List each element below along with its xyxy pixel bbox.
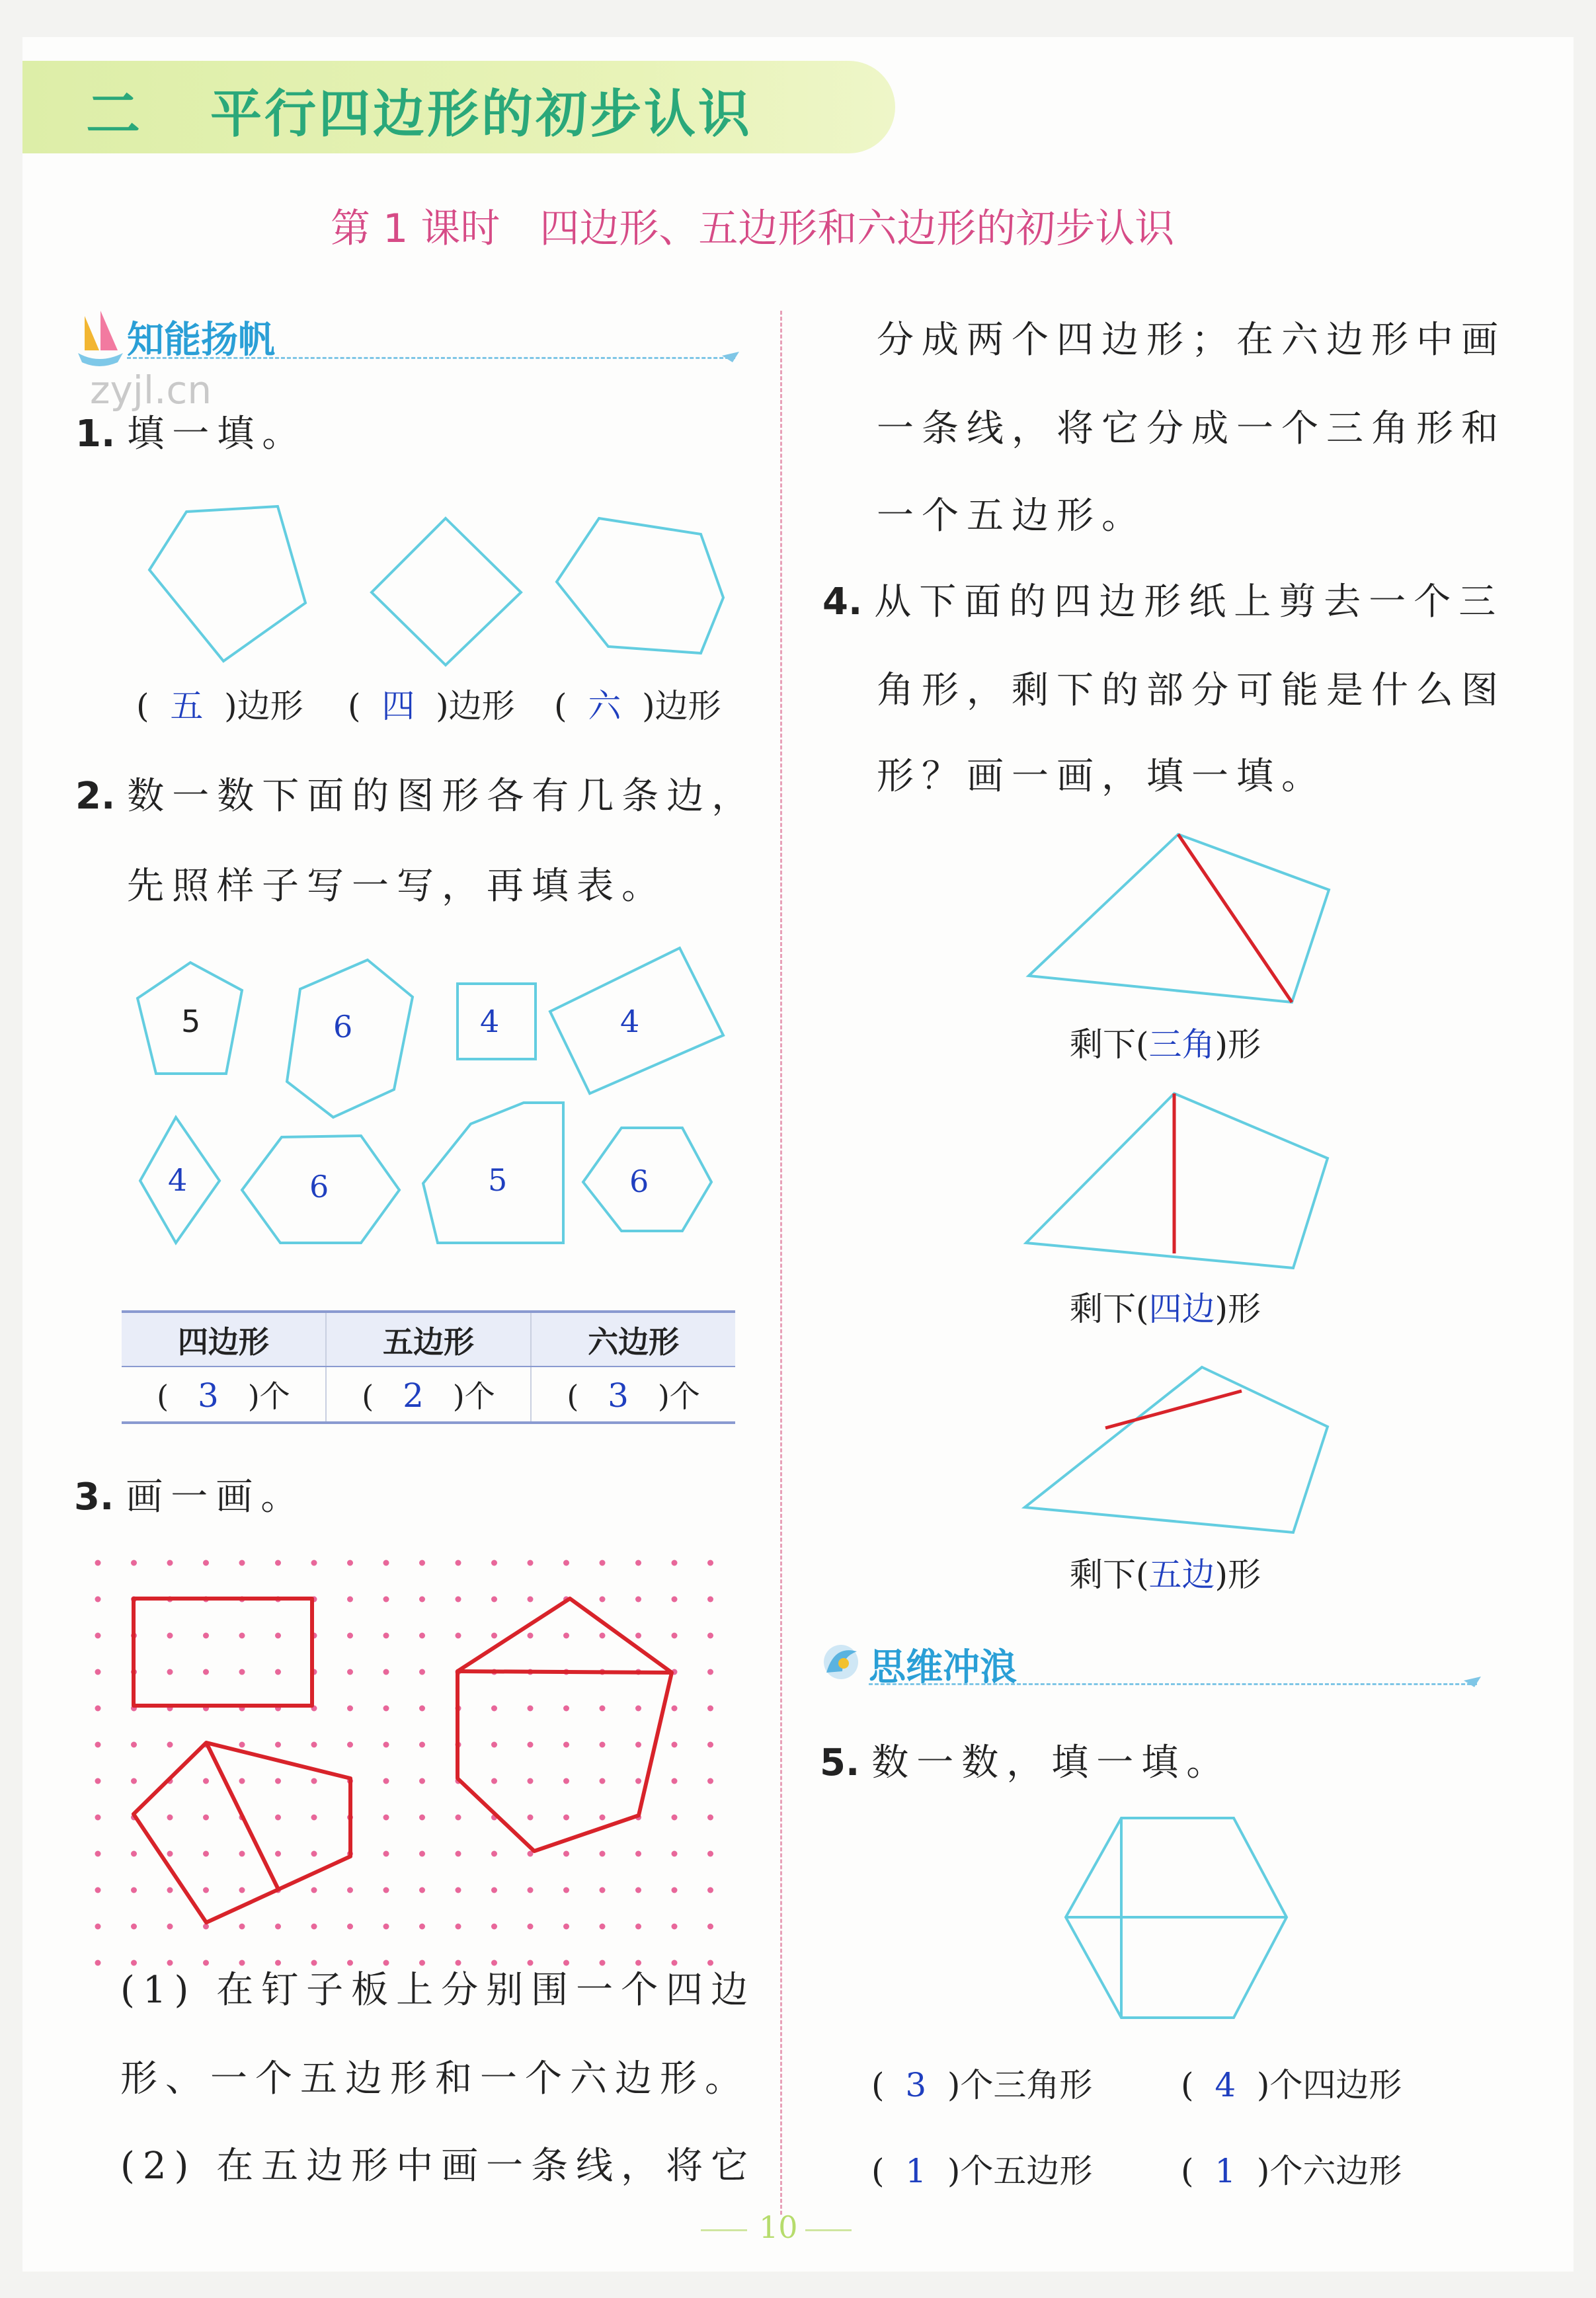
q1-text: 填一填。 bbox=[127, 413, 307, 456]
peg-dot bbox=[528, 1742, 534, 1748]
peg-dot bbox=[239, 1924, 245, 1930]
q4-result-value: 五边 bbox=[1148, 1556, 1215, 1594]
q3-sub2-line1: (2) 在五边形中画一条线，将它 bbox=[120, 2145, 756, 2188]
peg-dot bbox=[311, 1887, 317, 1893]
page-number-rule bbox=[701, 2229, 747, 2231]
lesson-title: 四边形、五边形和六边形的初步认识 bbox=[539, 206, 1175, 252]
q2-label-1: 5 bbox=[181, 1004, 201, 1039]
peg-dot bbox=[419, 1851, 425, 1857]
peg-dot bbox=[672, 1742, 678, 1748]
peg-dot bbox=[707, 1633, 713, 1639]
peg-dot bbox=[167, 1815, 173, 1821]
peg-dot bbox=[419, 1887, 425, 1893]
peg-dot bbox=[635, 1597, 641, 1603]
peg-dot bbox=[600, 1633, 606, 1639]
q1-answer-3 bbox=[554, 680, 721, 727]
q3-sub1-line2: 形、一个五边形和一个六边形。 bbox=[120, 2057, 750, 2100]
peg-dot bbox=[672, 1815, 678, 1821]
peg-dot bbox=[383, 1742, 389, 1748]
q5-figure bbox=[1066, 1818, 1287, 2018]
peg-dot bbox=[239, 1851, 245, 1857]
q5-answer-value: 1 bbox=[1215, 2152, 1236, 2190]
q4-result-3 bbox=[1070, 1548, 1261, 1596]
q4-result-suffix: )形 bbox=[1215, 1556, 1261, 1594]
peg-dot bbox=[563, 1815, 569, 1821]
peg-dot bbox=[491, 1706, 497, 1712]
peg-dot bbox=[203, 1851, 209, 1857]
peg-dot bbox=[491, 1778, 497, 1784]
q4-shapes bbox=[1025, 834, 1329, 1532]
watermark: zyjl.cn bbox=[90, 368, 212, 413]
q3-hexagon-divider bbox=[458, 1671, 672, 1673]
q5-answer-value: 1 bbox=[905, 2152, 927, 2190]
peg-dot bbox=[239, 1560, 245, 1566]
q4-prompt-line1 bbox=[822, 573, 1503, 625]
peg-dot bbox=[95, 1669, 101, 1675]
unit: )个 bbox=[247, 1378, 290, 1414]
q4-quad-3 bbox=[1025, 1367, 1328, 1532]
peg-dot bbox=[672, 1851, 678, 1857]
peg-dot bbox=[635, 1851, 641, 1857]
q2-prompt-line2: 先照样子写一写，再填表。 bbox=[127, 865, 666, 908]
q5-answer-suffix: )个三角形 bbox=[947, 2066, 1093, 2104]
table-rule bbox=[122, 1421, 735, 1424]
table-header: 五边形 bbox=[326, 1313, 531, 1367]
peg-dot bbox=[635, 1887, 641, 1893]
peg-dot bbox=[600, 1924, 606, 1930]
q5-text: 数一数，填一填。 bbox=[871, 1741, 1232, 1784]
peg-dot bbox=[456, 1924, 461, 1930]
peg-dot bbox=[239, 1778, 245, 1784]
q2-label-2: 6 bbox=[333, 1009, 353, 1045]
peg-dot bbox=[635, 1633, 641, 1639]
peg-dot bbox=[203, 1669, 209, 1675]
peg-dot bbox=[167, 1560, 173, 1566]
section-title-zhineng: 知能扬帆 bbox=[127, 319, 275, 362]
peg-dot bbox=[419, 1633, 425, 1639]
q3-pentagon bbox=[134, 1743, 350, 1922]
table-cell bbox=[326, 1367, 531, 1421]
peg-dot bbox=[600, 1706, 606, 1712]
peg-dot bbox=[383, 1706, 389, 1712]
q5-answer-2 bbox=[1181, 2059, 1402, 2106]
peg-dot bbox=[491, 1924, 497, 1930]
peg-dot bbox=[635, 1560, 641, 1566]
peg-dot bbox=[347, 1597, 353, 1603]
q3-sub2-line2: 分成两个四边形；在六边形中画 bbox=[877, 319, 1506, 362]
q3-drawn-shapes bbox=[134, 1599, 672, 1922]
peg-dot bbox=[528, 1560, 534, 1566]
peg-dot bbox=[275, 1924, 281, 1930]
peg-dot bbox=[383, 1851, 389, 1857]
peg-dot bbox=[600, 1742, 606, 1748]
peg-dot bbox=[311, 1742, 317, 1748]
q1-answer-suffix: )边形 bbox=[642, 687, 721, 725]
peg-dot bbox=[203, 1778, 209, 1784]
lesson-label: 第 1 课时 bbox=[331, 206, 500, 252]
peg-dot bbox=[419, 1706, 425, 1712]
chapter-number: 二 bbox=[86, 83, 141, 146]
paren: ( bbox=[1181, 2152, 1194, 2190]
peg-dot bbox=[131, 1560, 137, 1566]
q3-sub2-line3: 一条线，将它分成一个三角形和 bbox=[877, 407, 1506, 450]
q5-prompt bbox=[820, 1733, 1231, 1786]
peg-dot bbox=[563, 1742, 569, 1748]
table-cell bbox=[122, 1367, 326, 1421]
peg-dot bbox=[456, 1560, 461, 1566]
paren: ( bbox=[1181, 2066, 1194, 2104]
wave-icon bbox=[824, 1645, 858, 1679]
q2-number: 2. bbox=[75, 775, 116, 818]
peg-dot bbox=[383, 1633, 389, 1639]
q1-answer-value: 四 bbox=[381, 687, 415, 725]
peg-dot bbox=[95, 1633, 101, 1639]
peg-dot bbox=[491, 1851, 497, 1857]
peg-dot bbox=[203, 1633, 209, 1639]
peg-dot bbox=[528, 1924, 534, 1930]
q4-quad-1 bbox=[1029, 834, 1329, 1002]
peg-dot bbox=[239, 1669, 245, 1675]
peg-dot bbox=[563, 1560, 569, 1566]
peg-dot bbox=[347, 1633, 353, 1639]
q5-answer-suffix: )个四边形 bbox=[1256, 2066, 1402, 2104]
peg-dot bbox=[167, 1742, 173, 1748]
peg-dot bbox=[131, 1778, 137, 1784]
chapter-title: 平行四边形的初步认识 bbox=[210, 85, 753, 144]
q1-shapes bbox=[149, 506, 723, 665]
peg-dot bbox=[95, 1851, 101, 1857]
q4-result-prefix: 剩下( bbox=[1070, 1290, 1149, 1328]
peg-dot bbox=[563, 1633, 569, 1639]
peg-dot bbox=[707, 1887, 713, 1893]
q4-cut-3 bbox=[1105, 1391, 1242, 1428]
peg-dot bbox=[347, 1924, 353, 1930]
q2-prompt-line1 bbox=[75, 767, 756, 820]
peg-dot bbox=[419, 1669, 425, 1675]
peg-dot bbox=[563, 1887, 569, 1893]
peg-dot bbox=[419, 1560, 425, 1566]
peg-dot bbox=[311, 1924, 317, 1930]
section-underline bbox=[869, 1683, 1477, 1685]
peg-dot bbox=[672, 1924, 678, 1930]
peg-dot bbox=[383, 1778, 389, 1784]
q3-pentagon-divider bbox=[206, 1743, 279, 1891]
q3-number: 3. bbox=[74, 1476, 114, 1519]
q2-count-table bbox=[122, 1313, 735, 1421]
peg-dot bbox=[239, 1742, 245, 1748]
peg-dot bbox=[167, 1633, 173, 1639]
peg-dot bbox=[347, 1560, 353, 1566]
peg-dot bbox=[528, 1778, 534, 1784]
column-divider bbox=[780, 311, 782, 2215]
peg-dot bbox=[95, 1742, 101, 1748]
peg-dot bbox=[239, 1633, 245, 1639]
q4-result-value: 三角 bbox=[1148, 1025, 1215, 1064]
table-header: 六边形 bbox=[531, 1313, 735, 1367]
section-underline bbox=[127, 357, 735, 359]
paren: ( bbox=[136, 687, 149, 725]
peg-dot bbox=[491, 1887, 497, 1893]
peg-dot bbox=[131, 1742, 137, 1748]
q5-number: 5. bbox=[820, 1741, 860, 1784]
q4-result-prefix: 剩下( bbox=[1070, 1556, 1149, 1594]
q4-number: 4. bbox=[822, 580, 863, 623]
unit: )个 bbox=[452, 1378, 495, 1414]
q3-prompt bbox=[74, 1468, 305, 1521]
peg-dot bbox=[672, 1706, 678, 1712]
peg-dot bbox=[275, 1742, 281, 1748]
peg-dot bbox=[311, 1560, 317, 1566]
q2-text: 数一数下面的图形各有几条边， bbox=[127, 775, 757, 818]
peg-dot bbox=[491, 1560, 497, 1566]
peg-dot bbox=[600, 1887, 606, 1893]
peg-dot bbox=[672, 1633, 678, 1639]
paren: ( bbox=[567, 1378, 579, 1414]
peg-dot bbox=[456, 1887, 461, 1893]
peg-dot bbox=[707, 1778, 713, 1784]
unit: )个 bbox=[657, 1378, 700, 1414]
peg-dot bbox=[95, 1778, 101, 1784]
peg-dot bbox=[635, 1706, 641, 1712]
peg-dot bbox=[167, 1669, 173, 1675]
q5-answer-1 bbox=[871, 2059, 1092, 2106]
q2-label-5: 4 bbox=[168, 1162, 188, 1198]
peg-dot bbox=[563, 1851, 569, 1857]
q1-answer-suffix: )边形 bbox=[224, 687, 303, 725]
peg-dot bbox=[131, 1924, 137, 1930]
peg-dot bbox=[456, 1851, 461, 1857]
q1-answer-1 bbox=[136, 680, 303, 727]
peg-dot bbox=[672, 1560, 678, 1566]
peg-dot bbox=[275, 1851, 281, 1857]
peg-dot bbox=[528, 1815, 534, 1821]
peg-dot bbox=[600, 1778, 606, 1784]
q5-answer-3 bbox=[871, 2145, 1092, 2192]
q2-label-4: 4 bbox=[620, 1004, 640, 1039]
peg-dot bbox=[419, 1597, 425, 1603]
page-number-rule bbox=[805, 2229, 852, 2231]
peg-dot bbox=[95, 1887, 101, 1893]
q1-answer-value: 五 bbox=[170, 687, 204, 725]
paren: ( bbox=[348, 687, 361, 725]
peg-dot bbox=[528, 1887, 534, 1893]
q4-result-2 bbox=[1070, 1283, 1261, 1330]
q1-answer-2 bbox=[348, 680, 515, 727]
peg-dot bbox=[311, 1815, 317, 1821]
peg-dot bbox=[563, 1706, 569, 1712]
q4-quad-2 bbox=[1026, 1093, 1328, 1268]
q3-rectangle bbox=[134, 1599, 312, 1706]
peg-dot bbox=[528, 1633, 534, 1639]
peg-dot bbox=[347, 1887, 353, 1893]
q2-label-3: 4 bbox=[480, 1004, 500, 1039]
q1-number: 1. bbox=[75, 413, 116, 456]
table-rule bbox=[122, 1366, 735, 1367]
q2-label-8: 6 bbox=[629, 1164, 649, 1199]
peg-dot bbox=[383, 1815, 389, 1821]
peg-dot bbox=[203, 1560, 209, 1566]
peg-dot bbox=[707, 1742, 713, 1748]
peg-dot bbox=[456, 1597, 461, 1603]
paren: ( bbox=[157, 1378, 169, 1414]
q4-result-value: 四边 bbox=[1148, 1290, 1215, 1328]
peg-dot bbox=[672, 1597, 678, 1603]
table-header-row bbox=[122, 1313, 735, 1367]
peg-dot bbox=[383, 1924, 389, 1930]
q1-quadrilateral bbox=[372, 518, 521, 665]
peg-dot bbox=[419, 1815, 425, 1821]
q3-sub2-line4: 一个五边形。 bbox=[877, 495, 1146, 537]
peg-dot bbox=[672, 1778, 678, 1784]
peg-dot bbox=[707, 1560, 713, 1566]
peg-dot bbox=[600, 1597, 606, 1603]
paren: ( bbox=[871, 2066, 885, 2104]
peg-dot bbox=[203, 1815, 209, 1821]
q4-text: 从下面的四边形纸上剪去一个三 bbox=[874, 580, 1504, 623]
peg-dot bbox=[707, 1669, 713, 1675]
peg-dot bbox=[95, 1597, 101, 1603]
paren: ( bbox=[362, 1378, 374, 1414]
page-number: 10 bbox=[759, 2209, 798, 2245]
peg-dot bbox=[635, 1742, 641, 1748]
peg-dot bbox=[491, 1597, 497, 1603]
peg-dot bbox=[635, 1778, 641, 1784]
table-cell bbox=[531, 1367, 735, 1421]
peg-dot bbox=[203, 1887, 209, 1893]
count-value: 2 bbox=[403, 1376, 424, 1415]
peg-dot bbox=[275, 1560, 281, 1566]
q1-pentagon bbox=[149, 506, 305, 661]
peg-dot bbox=[456, 1815, 461, 1821]
peg-dot bbox=[383, 1887, 389, 1893]
heading-arrow-icon bbox=[1464, 1677, 1481, 1687]
sail-icon bbox=[78, 311, 123, 366]
paren: ( bbox=[554, 687, 567, 725]
count-value: 3 bbox=[608, 1376, 629, 1415]
q2-label-6: 6 bbox=[309, 1169, 329, 1205]
peg-dot bbox=[563, 1924, 569, 1930]
peg-dot bbox=[95, 1560, 101, 1566]
peg-dot bbox=[528, 1706, 534, 1712]
peg-dot bbox=[600, 1815, 606, 1821]
q4-result-suffix: )形 bbox=[1215, 1025, 1261, 1064]
peg-dot bbox=[383, 1597, 389, 1603]
q2-label-7: 5 bbox=[488, 1162, 508, 1198]
peg-dot bbox=[311, 1851, 317, 1857]
peg-dot bbox=[275, 1815, 281, 1821]
q3-text: 画一画。 bbox=[126, 1476, 306, 1519]
peg-dot bbox=[419, 1924, 425, 1930]
peg-dot bbox=[383, 1560, 389, 1566]
q3-sub1-line1: (1) 在钉子板上分别围一个四边 bbox=[120, 1969, 756, 2012]
section-title-siwei: 思维冲浪 bbox=[869, 1646, 1017, 1689]
peg-dot bbox=[707, 1924, 713, 1930]
peg-dot bbox=[167, 1887, 173, 1893]
peg-dot bbox=[707, 1851, 713, 1857]
peg-dot bbox=[707, 1706, 713, 1712]
peg-dot bbox=[95, 1706, 101, 1712]
count-value: 3 bbox=[198, 1376, 219, 1415]
peg-dot bbox=[95, 1960, 101, 1966]
peg-dot bbox=[707, 1597, 713, 1603]
q1-answer-suffix: )边形 bbox=[436, 687, 515, 725]
peg-dot bbox=[131, 1851, 137, 1857]
peg-dot bbox=[672, 1887, 678, 1893]
peg-dot bbox=[347, 1706, 353, 1712]
peg-dot bbox=[95, 1924, 101, 1930]
peg-dot bbox=[563, 1778, 569, 1784]
table-row bbox=[122, 1367, 735, 1421]
peg-dot bbox=[311, 1778, 317, 1784]
q1-prompt bbox=[75, 405, 307, 457]
q5-answer-4 bbox=[1181, 2145, 1402, 2192]
peg-dot bbox=[347, 1742, 353, 1748]
peg-dot bbox=[707, 1815, 713, 1821]
q5-answer-suffix: )个五边形 bbox=[947, 2152, 1093, 2190]
peg-dot bbox=[419, 1742, 425, 1748]
peg-dot bbox=[95, 1815, 101, 1821]
q1-hexagon bbox=[557, 518, 723, 653]
peg-dot bbox=[275, 1633, 281, 1639]
paren: ( bbox=[871, 2152, 885, 2190]
q4-prompt-line3: 形？画一画，填一填。 bbox=[877, 755, 1326, 798]
q1-answer-value: 六 bbox=[588, 687, 621, 725]
peg-dot bbox=[131, 1887, 137, 1893]
peg-dot bbox=[347, 1669, 353, 1675]
q4-prompt-line2: 角形，剩下的部分可能是什么图 bbox=[877, 669, 1506, 712]
peg-dot bbox=[167, 1851, 173, 1857]
q4-cut-1 bbox=[1178, 834, 1292, 1002]
peg-dot bbox=[635, 1924, 641, 1930]
q4-result-1 bbox=[1070, 1018, 1261, 1066]
peg-dot bbox=[491, 1633, 497, 1639]
q5-answer-value: 3 bbox=[905, 2066, 927, 2104]
peg-dot bbox=[600, 1560, 606, 1566]
peg-dot bbox=[419, 1778, 425, 1784]
peg-dot bbox=[528, 1597, 534, 1603]
peg-dot bbox=[167, 1924, 173, 1930]
peg-dot bbox=[456, 1633, 461, 1639]
q4-result-suffix: )形 bbox=[1215, 1290, 1261, 1328]
table-header: 四边形 bbox=[122, 1313, 326, 1367]
peg-dot bbox=[491, 1742, 497, 1748]
q5-answer-suffix: )个六边形 bbox=[1256, 2152, 1402, 2190]
peg-dot bbox=[275, 1778, 281, 1784]
q5-answer-value: 4 bbox=[1215, 2066, 1236, 2104]
peg-dot bbox=[383, 1669, 389, 1675]
peg-dot bbox=[275, 1669, 281, 1675]
q4-result-prefix: 剩下( bbox=[1070, 1025, 1149, 1064]
peg-dot bbox=[600, 1851, 606, 1857]
peg-dot bbox=[239, 1887, 245, 1893]
